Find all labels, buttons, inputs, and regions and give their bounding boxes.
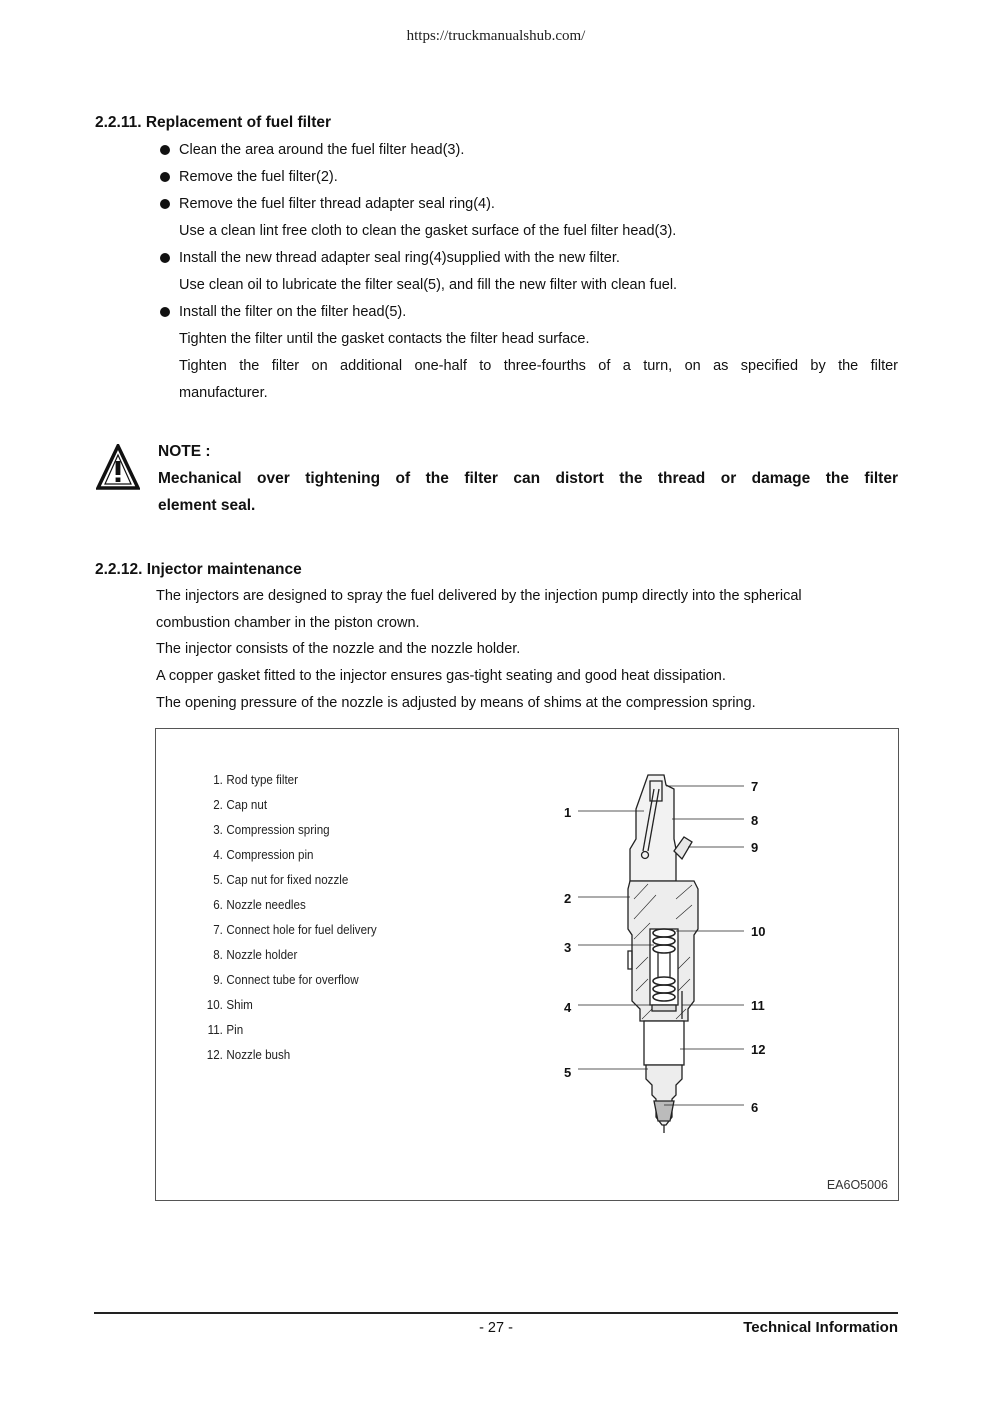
- page-number: - 27 -: [479, 1320, 513, 1336]
- callout-5: 5: [564, 1065, 572, 1080]
- legend-item-label: Connect tube for overflow: [226, 972, 359, 987]
- bullet-icon: [160, 172, 170, 182]
- injector-figure: [155, 728, 899, 1201]
- bullet-icon: [160, 145, 170, 155]
- paragraph-line: A copper gasket fitted to the injector ensures gas-tight seating and good heat dissipation.: [156, 668, 726, 685]
- legend-item-label: Shim: [226, 997, 253, 1012]
- list-item: Remove the fuel filter thread adapter seal ring(4).: [158, 194, 898, 221]
- warning-triangle-icon: [96, 444, 140, 490]
- list-item-continuation: Use clean oil to lubricate the filter seal(5), and fill the new filter with clean fuel.: [179, 277, 678, 293]
- paragraph-line: The injector consists of the nozzle and the nozzle holder.: [156, 641, 521, 658]
- section-title-fuel-filter: 2.2.11. Replacement of fuel filter: [95, 114, 332, 131]
- list-item-continuation: Tighten the filter until the gasket contacts the filter head surface.: [179, 331, 590, 347]
- note-text-line: Mechanical over tightening of the filter can distort the thread or damage the filter: [158, 470, 898, 487]
- legend-item-number: 3.: [213, 822, 223, 837]
- bullet-icon: [160, 253, 170, 263]
- list-item: Remove the fuel filter(2).: [158, 167, 898, 194]
- callout-7: 7: [751, 779, 759, 794]
- legend-item-number: 11.: [207, 1022, 223, 1037]
- note-block: [158, 441, 898, 522]
- callout-6: 6: [751, 1100, 759, 1115]
- legend-item-number: 4.: [213, 847, 223, 862]
- list-item: Install the filter on the filter head(5).: [158, 302, 898, 329]
- legend-item-number: 9.: [213, 972, 223, 987]
- paragraph-line: The opening pressure of the nozzle is adjusted by means of shims at the compression spring.: [156, 694, 756, 711]
- legend-item-label: Cap nut for fixed nozzle: [226, 872, 349, 887]
- legend-item-label: Rod type filter: [226, 772, 299, 787]
- footer-section-title: Technical Information: [743, 1319, 898, 1336]
- callout-4: 4: [564, 1000, 572, 1015]
- note-title: NOTE :: [158, 443, 211, 460]
- legend-item-number: 8.: [213, 947, 223, 962]
- list-item-continuation: Use a clean lint free cloth to clean the gasket surface of the fuel filter head(3).: [179, 223, 677, 239]
- legend-item-label: Nozzle needles: [226, 897, 306, 912]
- fuel-filter-steps: [158, 140, 898, 410]
- bullet-icon: [160, 307, 170, 317]
- callout-9: 9: [751, 840, 759, 855]
- callout-3: 3: [564, 940, 572, 955]
- paragraph-line: The injectors are designed to spray the fuel delivered by the injection pump directly into the spherical: [156, 588, 802, 604]
- injector-description: [156, 586, 901, 719]
- bullet-icon: [160, 199, 170, 209]
- callout-10: 10: [751, 924, 766, 939]
- list-item: Install the new thread adapter seal ring(4)supplied with the new filter.: [158, 248, 898, 275]
- callout-1: 1: [564, 805, 572, 820]
- legend-item-label: Connect hole for fuel delivery: [226, 922, 377, 937]
- legend-item-label: Pin: [226, 1022, 244, 1037]
- legend-item-number: 10.: [206, 997, 223, 1012]
- legend-item-label: Nozzle holder: [226, 947, 298, 962]
- injector-cutaway-diagram: [156, 729, 898, 1200]
- callout-11: 11: [751, 998, 765, 1013]
- legend-item-number: 2.: [213, 797, 223, 812]
- footer-divider: [94, 1312, 898, 1314]
- list-item-continuation: Tighten the filter on additional one-half to three-fourths of a turn, on as specified by the filter: [179, 358, 898, 374]
- legend-item-label: Nozzle bush: [226, 1047, 291, 1062]
- legend-item-number: 1.: [213, 772, 223, 787]
- callout-2: 2: [564, 891, 572, 906]
- section-title-injector: 2.2.12. Injector maintenance: [95, 561, 302, 578]
- legend-item-number: 7.: [213, 922, 223, 937]
- callout-8: 8: [751, 813, 759, 828]
- legend-item-label: Compression spring: [226, 822, 330, 837]
- legend-item-number: 5.: [213, 872, 223, 887]
- note-text-line: element seal.: [158, 497, 256, 514]
- list-item-continuation: manufacturer.: [179, 385, 268, 401]
- legend-item-label: Compression pin: [226, 847, 314, 862]
- legend-item-label: Cap nut: [226, 797, 268, 812]
- legend-item-number: 12.: [206, 1047, 223, 1062]
- legend-item-number: 6.: [213, 897, 223, 912]
- figure-code: EA6O5006: [826, 1178, 888, 1192]
- list-item: Clean the area around the fuel filter head(3).: [158, 140, 898, 167]
- callout-12: 12: [751, 1042, 766, 1057]
- paragraph-line: combustion chamber in the piston crown.: [156, 614, 420, 631]
- source-url[interactable]: https://truckmanualshub.com/: [406, 28, 586, 44]
